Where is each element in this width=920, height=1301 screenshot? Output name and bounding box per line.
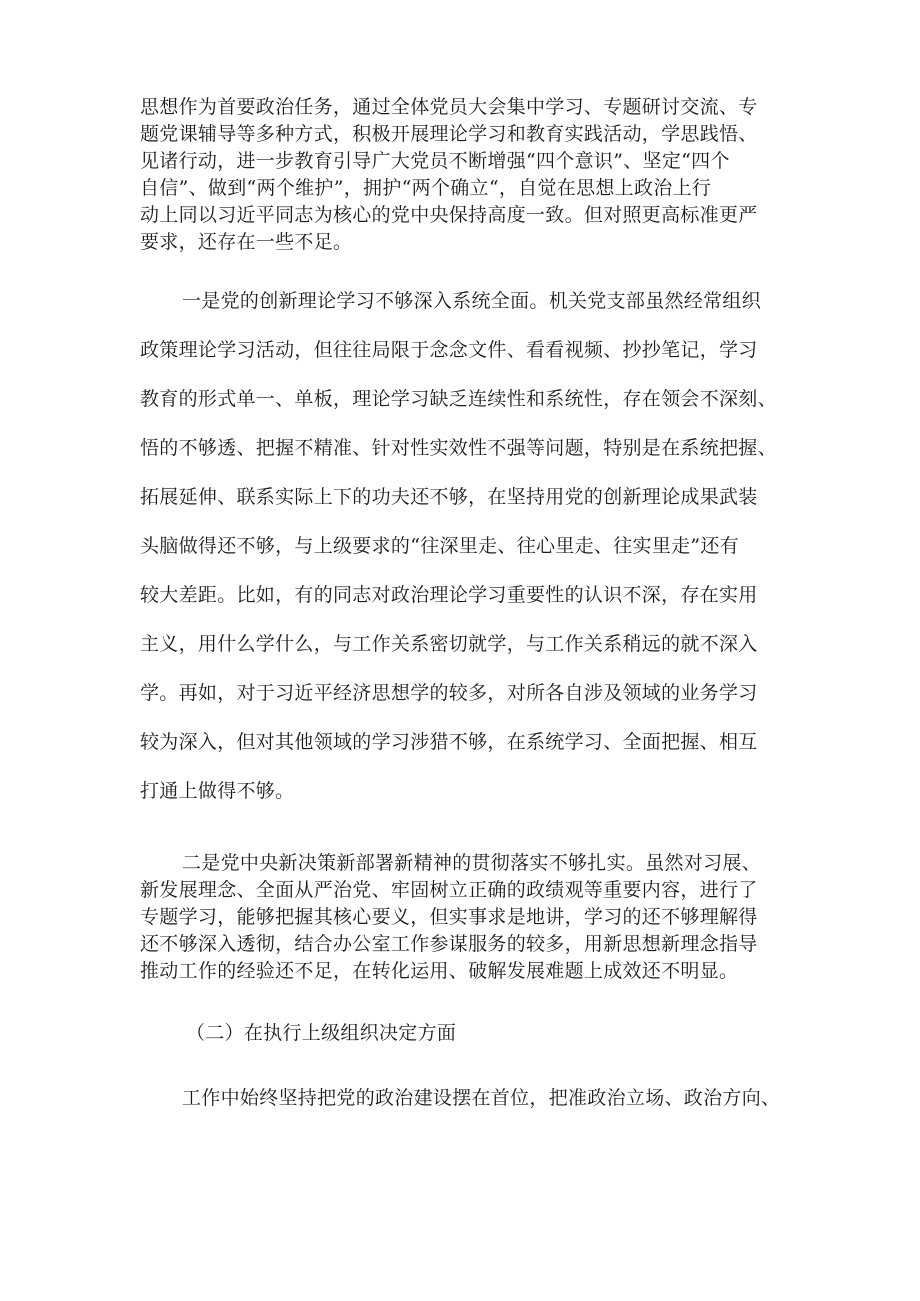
paragraph1-line-2: 题党课辅导等多种方式，积极开展理论学习和教育实践活动，学思践悟、 bbox=[140, 123, 758, 145]
paragraph1-line-6: 要求，还存在一些不足。 bbox=[140, 231, 353, 253]
paragraph2-line-1: 一是党的创新理论学习不够深入系统全面。机关党支部虽然经常组织 bbox=[182, 290, 762, 312]
paragraph2-line-6: 头脑做得还不够，与上级要求的“往深里走、往心里走、往实里走”还有 bbox=[140, 535, 740, 557]
paragraph2-line-11: 打通上做得不够。 bbox=[140, 780, 295, 802]
paragraph2-line-4: 悟的不够透、把握不精准、针对性实效性不强等问题，特别是在系统把握、 bbox=[140, 437, 777, 459]
paragraph2-line-2: 政策理论学习活动，但往往局限于念念文件、看看视频、抄抄笔记，学习 bbox=[140, 339, 758, 361]
paragraph2-line-3: 教育的形式单一、单板，理论学习缺乏连续性和系统性，存在领会不深刻、 bbox=[140, 388, 777, 410]
paragraph3-line-1: 二是党中央新决策新部署新精神的贯彻落实不够扎实。虽然对习展、 bbox=[182, 852, 762, 874]
paragraph1-line-4: 自信”、做到“两个维护”，拥护“两个确立“，自觉在思想上政治上行 bbox=[140, 177, 712, 199]
paragraph3-line-2: 新发展理念、全面从严治党、牢固树立正确的政绩观等重要内容，进行了 bbox=[140, 879, 758, 901]
paragraph1-line-1: 思想作为首要政治任务，通过全体党员大会集中学习、专题研讨交流、专 bbox=[140, 96, 758, 118]
paragraph3-line-5: 推动工作的经验还不足，在转化运用、破解发展难题上成效还不明显。 bbox=[140, 960, 739, 982]
paragraph2-line-8: 主义，用什么学什么，与工作关系密切就学，与工作关系稍远的就不深入 bbox=[140, 633, 758, 655]
paragraph1-line-5: 动上同以习近平同志为核心的党中央保持高度一致。但对照更高标准更严 bbox=[140, 204, 758, 226]
paragraph2-line-5: 拓展延伸、联系实际上下的功夫还不够，在坚持用党的创新理论成果武装 bbox=[140, 486, 758, 508]
paragraph3-line-3: 专题学习，能够把握其核心要义，但实事求是地讲，学习的还不够理解得 bbox=[140, 906, 758, 928]
paragraph3-line-4: 还不够深入透彻，结合办公室工作参谋服务的较多，用新思想新理念指导 bbox=[140, 933, 758, 955]
paragraph2-line-7: 较大差距。比如，有的同志对政治理论学习重要性的认识不深，存在实用 bbox=[140, 584, 758, 606]
section-heading: （二）在执行上级组织决定方面 bbox=[186, 1022, 457, 1044]
paragraph4-line-1: 工作中始终坚持把党的政治建设摆在首位，把准政治立场、政治方向、 bbox=[182, 1087, 781, 1109]
paragraph2-line-10: 较为深入，但对其他领域的学习涉猎不够，在系统学习、全面把握、相互 bbox=[140, 731, 758, 753]
paragraph2-line-9: 学。再如，对于习近平经济思想学的较多，对所各自涉及领域的业务学习 bbox=[140, 682, 758, 704]
paragraph1-line-3: 见诸行动，进一步教育引导广大党员不断增强“四个意识”、坚定“四个 bbox=[140, 150, 730, 172]
